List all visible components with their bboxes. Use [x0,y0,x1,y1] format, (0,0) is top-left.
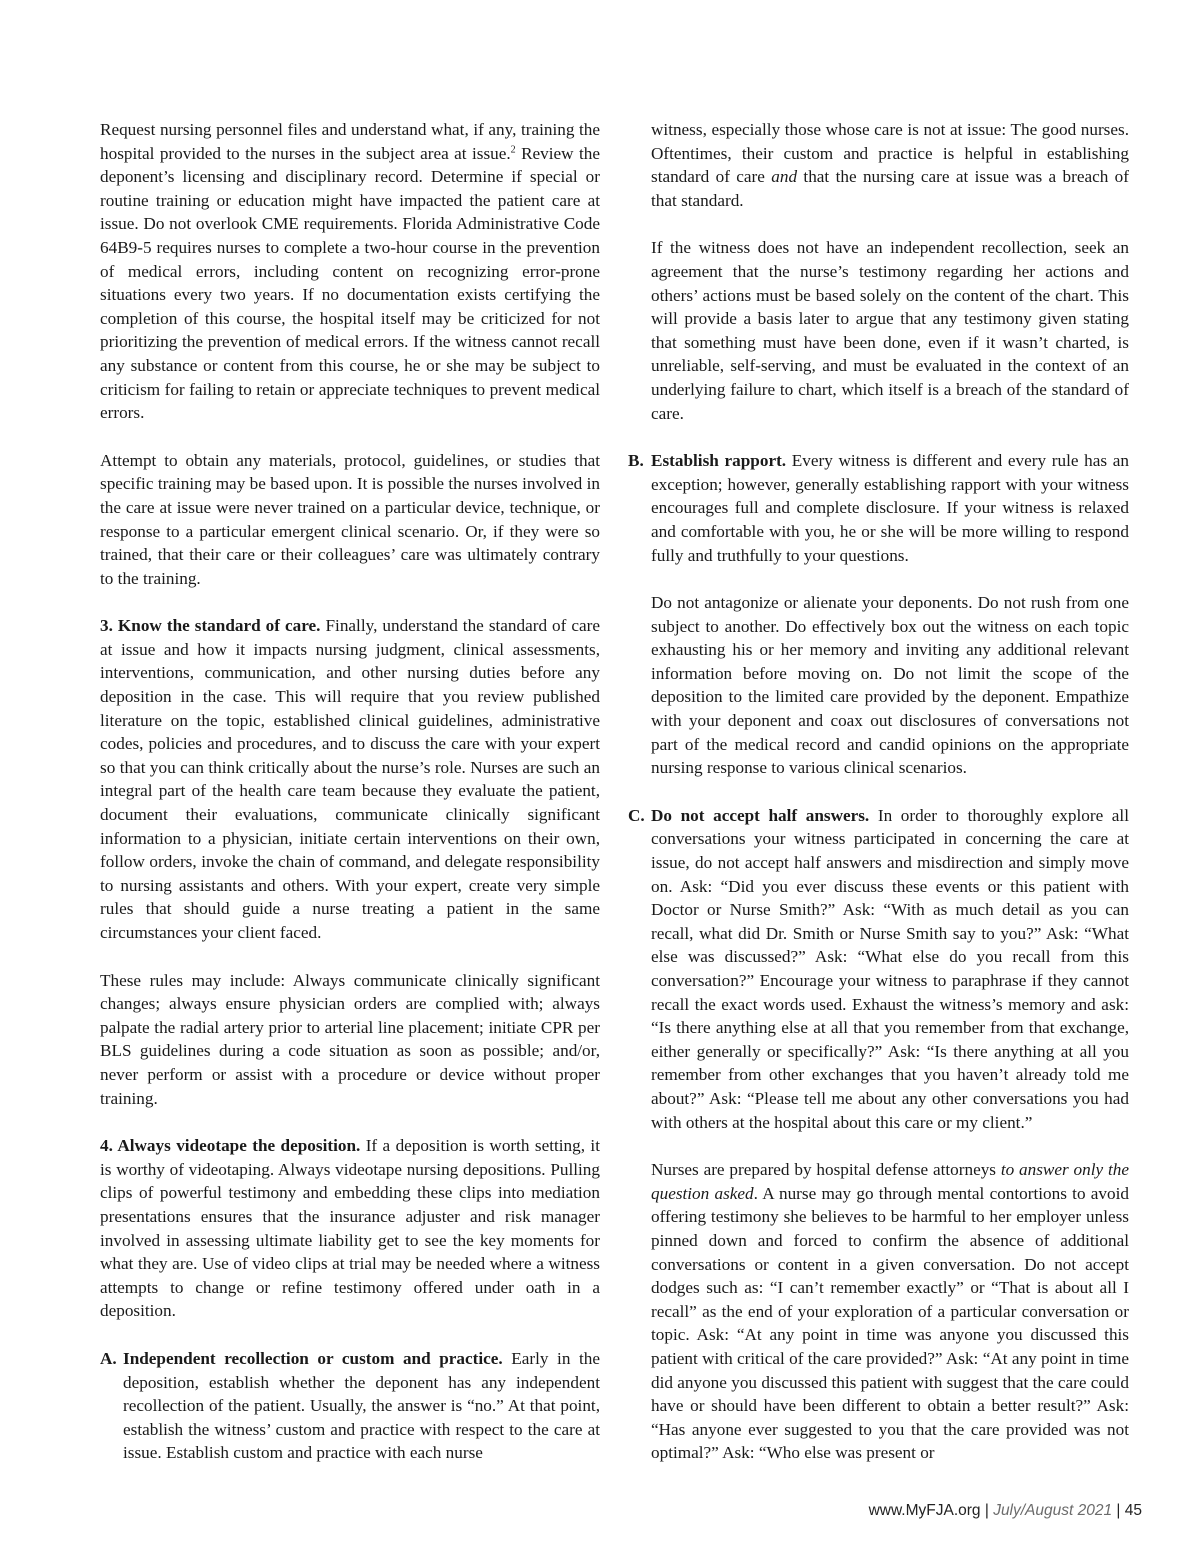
item-a-label: A. [100,1348,117,1368]
item-b-establish-rapport: B. Establish rapport. Every witness is different and every rule has an exception; however, generally establishing rapport with your witness encourages full and complete disclosure. If your witness is relaxed and comfortable with you, he or she will be more willing to respond fully and truthfully to your questions. [628,451,1129,565]
paragraph-rules: These rules may include: Always communicate clinically significant changes; always ensure physician orders are complied with; always palpate the radial artery prior to arterial line placement; initiate CPR per BLS guidelines during a code situation as soon as possible; and/or, never perform or assist with a procedure or device without proper training. [100,970,600,1108]
paragraph-training-materials: Attempt to obtain any materials, protocol, guidelines, or studies that specific training may be based upon. It is possible the nurses involved in the care at issue were never trained on a particular device, technique, or response to a particular emergent clinical scenario. Or, if they were so trained, that their care or their colleagues’ care was ultimately contrary to the training. [100,450,600,588]
paragraph-personnel-files: Request nursing personnel files and understand what, if any, training the hospital provided to the nurses in the subject area at issue.$^2$ Review the deponent’s licensing and disciplinary record. Determine if special or routine training or education might have impacted the patient care at issue. Do not overlook CME requirements. Florida Administrative Code 64B9-5 requires nurses to complete a two-hour course in the prevention of medical errors, including content on recognizing error-prone situations every two years. If no documentation exists certifying the completion of this course, the hospital itself may be criticized for not prioritizing the prevention of medical errors. If the witness cannot recall any substance or content from this course, he or she may be subject to criticism for failing to retain or appreciate techniques to prevent medical errors. [100,120,600,423]
item-b-label: B. [628,451,644,471]
page-number: 45 [1124,1502,1142,1519]
section-4-heading: 4. Always videotape the deposition. [100,1136,361,1156]
item-a-heading: Independent recollection or custom and practice. [123,1348,503,1368]
page-footer [869,1502,1142,1520]
footer-website-link[interactable]: www.MyFJA.org [868,1502,981,1519]
paragraph-no-recollection: If the witness does not have an independent recollection, seek an agreement that the nurse’s testimony regarding her actions and others’ actions must be based solely on the content of the chart. This will provide a basis later to argue that any testimony given stating that something must have been done, even if it wasn’t charted, is unreliable, self-serving, and must be evaluated in the context of an underlying failure to chart, which itself is a breach of the standard of care. [651,238,1129,423]
paragraph-do-not-antagonize: Do not antagonize or alienate your deponents. Do not rush from one subject to another. Do effectively box out the witness on each topic exhausting his or her memory and inviting any additional relevant information before moving on. Do not limit the scope of the deposition to the limited care provided by the deponent. Empathize with your deponent and coax out disclosures of conversations not part of the medical record and candid opinions on the appropriate nursing response to various clinical scenarios. [651,593,1129,778]
footer-separator: | [1112,1502,1125,1519]
footer-separator: | [980,1502,994,1519]
footnote-marker[interactable]: 2 [510,143,516,155]
right-column [628,118,1129,1489]
item-c-label: C. [628,805,645,825]
section-4-videotape: 4. Always videotape the deposition. If a deposition is worth setting, it is worthy of videotaping. Always videotape nursing depositions. Pulling clips of powerful testimony and embedding these clips into mediation presentations ensures that the insurance adjuster and risk manager involved in assessing ultimate liability get to see the key moments for what they are. Use of video clips at trial may be needed where a witness attempts to change or refine testimony offered under oath in a deposition. [100,1136,600,1321]
left-column [100,118,600,1489]
paragraph-good-nurses: witness, especially those whose care is not at issue: The good nurses. Oftentimes, their custom and practice is helpful in establishing standard of care and that the nursing care at issue was a breach of that standard. [651,120,1129,210]
item-c-heading: Do not accept half answers. [651,805,870,825]
item-b-heading: Establish rapport. [651,451,787,471]
item-c-half-answers: C. Do not accept half answers. In order to thoroughly explore all conversations your witness participated in concerning the care at issue, do not accept half answers and misdirection and simply move on. Ask: “Did you ever discuss these events or this patient with Doctor or Nurse Smith?” Ask: “With as much detail as you can recall, what did Dr. Smith or Nurse Smith say to you?” Ask: “What else was discussed?” Ask: “What else do you recall from this conversation?” Encourage your witness to paraphrase if they cannot recall the exact words used. Exhaust the witness’s memory and ask: “Is there anything else at all that you remember from that exchange, either generally or specifically?” Ask: “Is there anything at all you remember from other exchanges that you haven’t already told me about?” Ask: “Please tell me about any other conversations you had with others at the hospital about this care or my client.” [628,805,1129,1132]
section-3-standard-of-care: 3. Know the standard of care. Finally, understand the standard of care at issue and how it impacts nursing judgment, clinical assessments, interventions, communication, and other nursing duties before any deposition in the case. This will require that you review published literature on the topic, established clinical guidelines, administrative codes, policies and procedures, and to discuss the care with your expert so that you can think critically about the nurse’s role. Nurses are such an integral part of the health care team because they evaluate the patient, document their evaluations, communicate clinically significant information to a physician, initiate certain interventions on their own, follow orders, invoke the chain of command, and delegate responsibility to nursing assistants and others. With your expert, create very simple rules that should guide a nurse treating a patient in the same circumstances your client faced. [100,616,600,942]
item-a-independent-recollection: A. Independent recollection or custom and practice. Early in the deposition, establish whether the deponent has any independent recollection of the patient. Usually, the answer is “no.” At that point, establish the witness’ custom and practice with respect to the care at issue. Establish custom and practice with each nurse [100,1348,600,1463]
section-3-heading: 3. Know the standard of care. [100,616,321,636]
paragraph-nurses-prepared: Nurses are prepared by hospital defense attorneys to answer only the question asked. A nurse may go through mental contortions to avoid offering testimony she believes to be harmful to her employer unless pinned down and forced to confirm the absence of additional conversations or content in a given conversation. Do not accept dodges such as: “I can’t remember exactly” or “That is about all I recall” as the end of your exploration of a particular conversation or topic. Ask: “At any point in time was anyone you discussed this patient with critical of the care provided?” Ask: “At any point in time did anyone you discussed this patient with suggest that the care could have or should have been different to obtain a better result?” Ask: “Has anyone ever suggested to you that the care provided was not optimal?” Ask: “Who else was present or [651,1160,1129,1463]
footer-issue-date: July/August 2021 [993,1502,1113,1519]
